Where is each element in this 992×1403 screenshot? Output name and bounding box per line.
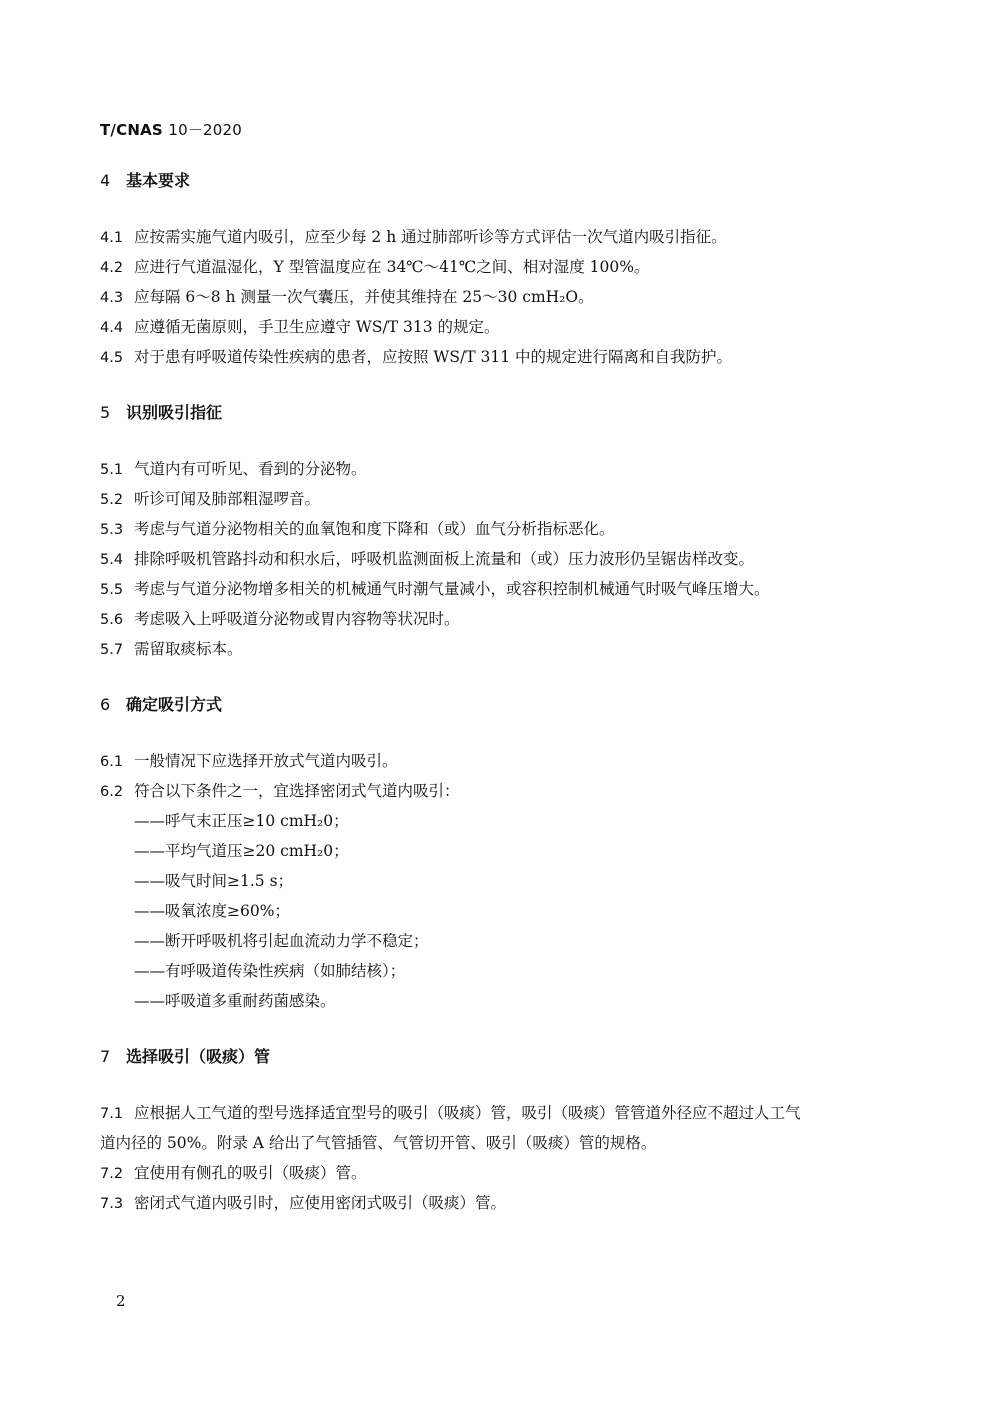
clause-number: 4.5 [100, 350, 124, 366]
clause-number: 7.1 [100, 1106, 124, 1122]
clause-5-3 [100, 517, 615, 539]
clause-number: 4.4 [100, 320, 124, 336]
clause-text: 听诊可闻及肺部粗湿啰音。 [134, 490, 321, 508]
clause-5-2 [100, 487, 320, 509]
condition-item: ——断开呼吸机将引起血流动力学不稳定； [134, 932, 429, 950]
condition-item: ——有呼吸道传染性疾病（如肺结核）； [134, 962, 406, 980]
clause-number: 5.4 [100, 552, 124, 568]
clause-number: 7.3 [100, 1196, 124, 1212]
section-number: 4 [100, 171, 111, 190]
clause-text: 应按需实施气道内吸引，应至少每 2 h 通过肺部听诊等方式评估一次气道内吸引指征。 [134, 228, 727, 246]
clause-4-3 [100, 285, 594, 307]
section-title: 选择吸引（吸痰）管 [126, 1047, 271, 1066]
clause-4-4 [100, 315, 499, 337]
clause-number: 4.2 [100, 260, 124, 276]
clause-4-2 [100, 255, 649, 277]
section-title: 基本要求 [126, 171, 191, 190]
clause-text: 应每隔 6～8 h 测量一次气囊压，并使其维持在 25～30 cmH₂O。 [134, 288, 594, 306]
clause-number: 4.1 [100, 230, 124, 246]
section-heading-6 [100, 692, 222, 715]
clause-text: 需留取痰标本。 [134, 640, 243, 658]
clause-text: 密闭式气道内吸引时，应使用密闭式吸引（吸痰）管。 [134, 1194, 507, 1212]
section-number: 5 [100, 403, 111, 422]
clause-5-5 [100, 577, 770, 599]
clause-text: 应进行气道温湿化，Y 型管温度应在 34℃～41℃之间、相对湿度 100%。 [134, 258, 650, 276]
clause-text: 一般情况下应选择开放式气道内吸引。 [134, 752, 398, 770]
clause-number: 6.2 [100, 784, 124, 800]
clause-number: 6.1 [100, 754, 124, 770]
condition-item: ——呼气末正压≥10 cmH₂0； [134, 812, 349, 830]
section-title: 确定吸引方式 [126, 695, 223, 714]
clause-text: 考虑与气道分泌物增多相关的机械通气时潮气量减小，或容积控制机械通气时吸气峰压增大。 [134, 580, 770, 598]
section-heading-4 [100, 168, 190, 191]
section-title: 识别吸引指征 [126, 403, 223, 422]
clause-7-2 [100, 1161, 367, 1183]
clause-number: 5.5 [100, 582, 124, 598]
condition-item: ——呼吸道多重耐药菌感染。 [134, 992, 336, 1010]
clause-text: 符合以下条件之一，宜选择密闭式气道内吸引： [134, 782, 460, 800]
clause-number: 5.7 [100, 642, 124, 658]
clause-5-4 [100, 547, 754, 569]
clause-5-7 [100, 637, 243, 659]
clause-text: 应根据人工气道的型号选择适宜型号的吸引（吸痰）管，吸引（吸痰）管管道外径应不超过人工气 [134, 1104, 801, 1122]
page-number: 2 [116, 1292, 126, 1310]
clause-4-1 [100, 225, 727, 247]
clause-7-1-continuation: 道内径的 50%。附录 A 给出了气管插管、气管切开管、吸引（吸痰）管的规格。 [100, 1134, 657, 1152]
clause-number: 5.1 [100, 462, 124, 478]
clause-6-1 [100, 749, 398, 771]
condition-item: ——平均气道压≥20 cmH₂0； [134, 842, 349, 860]
clause-text: 排除呼吸机管路抖动和积水后，呼吸机监测面板上流量和（或）压力波形仍呈锯齿样改变。 [134, 550, 755, 568]
clause-text: 气道内有可听见、看到的分泌物。 [134, 460, 367, 478]
section-number: 7 [100, 1047, 111, 1066]
document-code-prefix: T/CNAS [100, 121, 163, 139]
section-number: 6 [100, 695, 111, 714]
condition-item: ——吸气时间≥1.5 s； [134, 872, 294, 890]
clause-number: 5.2 [100, 492, 124, 508]
clause-7-1 [100, 1101, 801, 1123]
clause-text: 考虑与气道分泌物相关的血氧饱和度下降和（或）血气分析指标恶化。 [134, 520, 615, 538]
clause-6-2 [100, 779, 460, 801]
clause-text: 对于患有呼吸道传染性疾病的患者，应按照 WS/T 311 中的规定进行隔离和自我防护。 [134, 348, 732, 366]
clause-7-3 [100, 1191, 506, 1213]
clause-text: 考虑吸入上呼吸道分泌物或胃内容物等状况时。 [134, 610, 460, 628]
condition-item: ——吸氧浓度≥60%； [134, 902, 290, 920]
section-heading-5 [100, 400, 222, 423]
clause-4-5 [100, 345, 732, 367]
document-code-number: 10－2020 [168, 121, 242, 139]
clause-text: 宜使用有侧孔的吸引（吸痰）管。 [134, 1164, 367, 1182]
clause-number: 7.2 [100, 1166, 124, 1182]
clause-number: 4.3 [100, 290, 124, 306]
document-code [100, 119, 242, 140]
clause-5-6 [100, 607, 460, 629]
clause-5-1 [100, 457, 367, 479]
section-heading-7 [100, 1044, 270, 1067]
clause-number: 5.3 [100, 522, 124, 538]
clause-text: 应遵循无菌原则，手卫生应遵守 WS/T 313 的规定。 [134, 318, 500, 336]
clause-number: 5.6 [100, 612, 124, 628]
